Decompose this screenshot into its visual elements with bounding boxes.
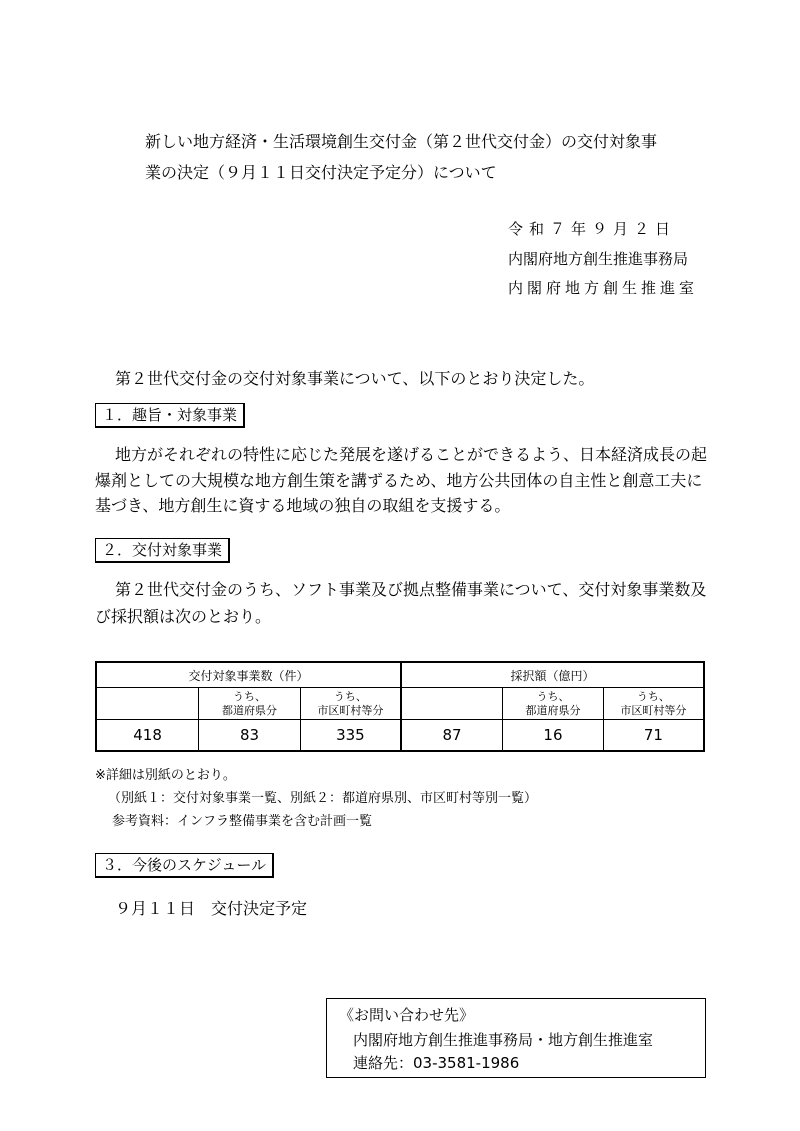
count-total-value: 418 <box>96 720 199 752</box>
issue-date: 令和７年９月２日 <box>508 220 677 238</box>
section-1-heading: １．趣旨・対象事業 <box>95 403 245 428</box>
section-1-line-2: 爆剤としての大規模な地方創生策を講ずるため、地方公共団体の自主性と創意工夫に <box>95 471 703 490</box>
section-2-heading: ２．交付対象事業 <box>95 538 230 563</box>
issuer-office: 内閣府地方創生推進事務局 <box>508 250 689 268</box>
table-note-attachments: （別紙１：交付対象事業一覧、別紙２：都道府県別、市区町村等別一覧） <box>108 791 538 806</box>
table-subheader-count-pref <box>199 688 301 720</box>
section-1-line-1: 地方がそれぞれの特性に応じた発展を遂げることができるよう、日本経済成長の起 <box>115 445 708 464</box>
schedule-line: ９月１１日 交付決定予定 <box>115 899 308 918</box>
table-note-detail: ※詳細は別紙のとおり。 <box>95 768 236 783</box>
table-subheader-amount-muni <box>603 688 704 720</box>
table-subheader-label: うち、 <box>333 689 367 703</box>
table-subheader-label: うち、 <box>636 689 670 703</box>
table-subheader-label: 市区町村等分 <box>620 703 687 717</box>
table-note-reference: 参考資料：インフラ整備事業を含む計画一覧 <box>112 814 373 829</box>
table-subheader-label: うち、 <box>536 689 570 703</box>
issuer-room: 内閣府地方創生推進室 <box>508 279 699 297</box>
table-header-count: 交付対象事業数（件） <box>96 662 401 688</box>
section-2-line-1: 第２世代交付金のうち、ソフト事業及び拠点整備事業について、交付対象事業数及 <box>115 580 707 599</box>
document-title-line-1: 新しい地方経済・生活環境創生交付金（第２世代交付金）の交付対象事 <box>145 132 658 151</box>
table-subheader-label: うち、 <box>232 689 266 703</box>
section-2-line-2: び採択額は次のとおり。 <box>95 607 272 626</box>
amount-total-value: 87 <box>401 720 503 752</box>
award-summary-table <box>95 661 705 752</box>
document-title-line-2: 業の決定（９月１１日交付決定予定分）について <box>145 163 497 182</box>
table-header-amount: 採択額（億円） <box>401 662 704 688</box>
amount-muni-value: 71 <box>603 720 704 752</box>
contact-organization: 内閣府地方創生推進事務局・地方創生推進室 <box>353 1031 654 1049</box>
table-subheader-amount-pref <box>503 688 604 720</box>
table-subheader-label: 都道府県分 <box>525 703 581 717</box>
table-subheader-count-muni <box>300 688 401 720</box>
section-3-heading: ３．今後のスケジュール <box>95 853 274 878</box>
table-cell-blank <box>401 688 503 720</box>
section-1-line-3: 基づき、地方創生に資する地域の独自の取組を支援する。 <box>95 496 511 515</box>
amount-pref-value: 16 <box>503 720 604 752</box>
intro-paragraph: 第２世代交付金の交付対象事業について、以下のとおり決定した。 <box>115 369 595 388</box>
contact-phone: 連絡先：03-3581-1986 <box>353 1054 520 1072</box>
contact-heading: 《お問い合わせ先》 <box>339 1006 475 1024</box>
count-muni-value: 335 <box>300 720 401 752</box>
count-pref-value: 83 <box>199 720 301 752</box>
contact-box <box>326 998 706 1078</box>
table-subheader-label: 市区町村等分 <box>317 703 384 717</box>
table-cell-blank <box>96 688 199 720</box>
table-subheader-label: 都道府県分 <box>221 703 277 717</box>
